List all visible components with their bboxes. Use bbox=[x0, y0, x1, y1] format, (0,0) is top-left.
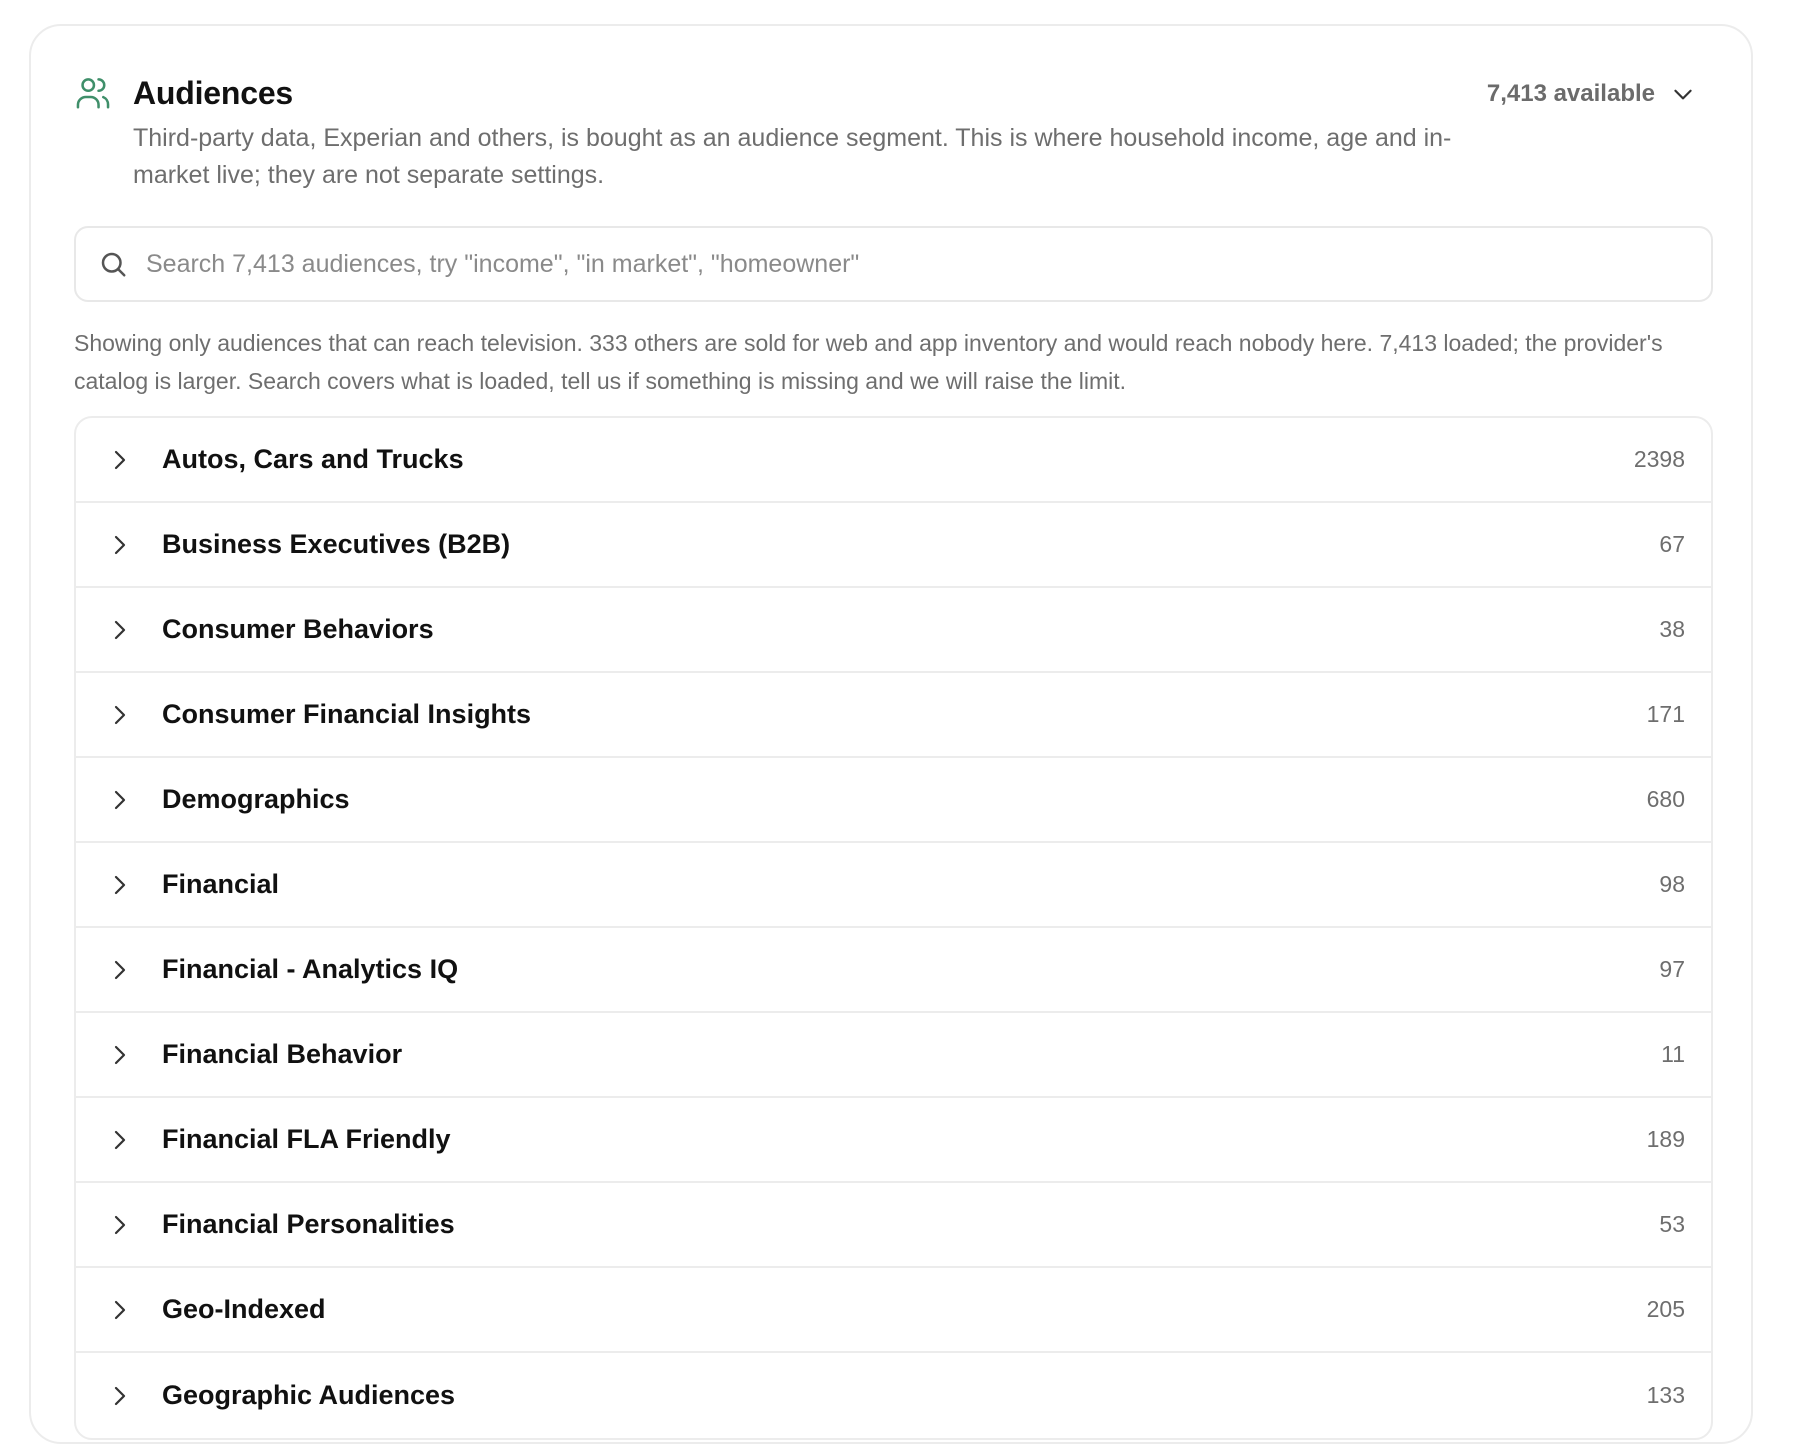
list-item[interactable] bbox=[76, 1268, 1711, 1353]
category-count: 67 bbox=[1659, 531, 1685, 557]
list-item[interactable] bbox=[76, 1098, 1711, 1183]
chevron-right-icon bbox=[108, 788, 132, 812]
chevron-right-icon bbox=[108, 873, 132, 897]
chevron-right-icon bbox=[108, 618, 132, 642]
category-count: 53 bbox=[1659, 1211, 1685, 1237]
category-count: 205 bbox=[1646, 1296, 1685, 1322]
list-item[interactable] bbox=[76, 503, 1711, 588]
chevron-right-icon bbox=[108, 533, 132, 557]
chevron-right-icon bbox=[108, 1043, 132, 1067]
collapse-toggle-button[interactable] bbox=[1663, 74, 1703, 114]
category-list bbox=[74, 416, 1713, 1440]
category-label: Business Executives (B2B) bbox=[162, 529, 511, 559]
category-label: Autos, Cars and Trucks bbox=[162, 444, 464, 474]
list-item[interactable] bbox=[76, 758, 1711, 843]
category-count: 97 bbox=[1659, 956, 1685, 982]
category-label: Geographic Audiences bbox=[162, 1380, 456, 1410]
info-text: Showing only audiences that can reach television. 333 others are sold for web and app inventory and would reach nobody here. 7,413 loaded; the provider's catalog is larger. Search covers what is loaded, tell us if something is missing and we will raise the limit. bbox=[74, 330, 1663, 394]
category-label: Geo-Indexed bbox=[162, 1294, 326, 1324]
list-item[interactable] bbox=[76, 418, 1711, 503]
category-label: Financial - Analytics IQ bbox=[162, 954, 459, 984]
category-count: 133 bbox=[1646, 1382, 1685, 1408]
search-icon bbox=[98, 249, 128, 279]
chevron-right-icon bbox=[108, 958, 132, 982]
category-count: 680 bbox=[1646, 786, 1685, 812]
search-field[interactable] bbox=[74, 226, 1713, 302]
chevron-right-icon bbox=[108, 1213, 132, 1237]
category-count: 171 bbox=[1646, 701, 1685, 727]
list-item[interactable] bbox=[76, 673, 1711, 758]
list-item[interactable] bbox=[76, 843, 1711, 928]
panel-title: Audiences bbox=[133, 75, 294, 111]
category-label: Consumer Behaviors bbox=[162, 614, 434, 644]
audiences-panel bbox=[29, 24, 1753, 1444]
list-item[interactable] bbox=[76, 588, 1711, 673]
chevron-right-icon bbox=[108, 1298, 132, 1322]
chevron-down-icon bbox=[1670, 81, 1696, 107]
category-count: 2398 bbox=[1633, 446, 1685, 472]
category-label: Financial Behavior bbox=[162, 1039, 403, 1069]
category-count: 11 bbox=[1661, 1041, 1685, 1067]
category-count: 38 bbox=[1659, 616, 1685, 642]
category-label: Demographics bbox=[162, 784, 350, 814]
chevron-right-icon bbox=[108, 1128, 132, 1152]
people-icon bbox=[74, 74, 112, 112]
category-label: Financial bbox=[162, 869, 280, 899]
list-item[interactable] bbox=[76, 1013, 1711, 1098]
list-item[interactable] bbox=[76, 1183, 1711, 1268]
category-label: Financial FLA Friendly bbox=[162, 1124, 451, 1154]
chevron-right-icon bbox=[108, 703, 132, 727]
panel-description: Third-party data, Experian and others, is bought as an audience segment. This is where household income, age and in-market live; they are not separate settings. bbox=[133, 124, 1452, 189]
chevron-right-icon bbox=[108, 448, 132, 472]
category-count: 189 bbox=[1646, 1126, 1685, 1152]
category-label: Consumer Financial Insights bbox=[162, 699, 532, 729]
list-item[interactable] bbox=[76, 1353, 1711, 1438]
category-label: Financial Personalities bbox=[162, 1209, 455, 1239]
category-count: 98 bbox=[1659, 871, 1685, 897]
available-count: 7,413 available bbox=[1486, 80, 1655, 107]
list-item[interactable] bbox=[76, 928, 1711, 1013]
chevron-right-icon bbox=[108, 1384, 132, 1408]
search-input[interactable] bbox=[146, 250, 1711, 279]
